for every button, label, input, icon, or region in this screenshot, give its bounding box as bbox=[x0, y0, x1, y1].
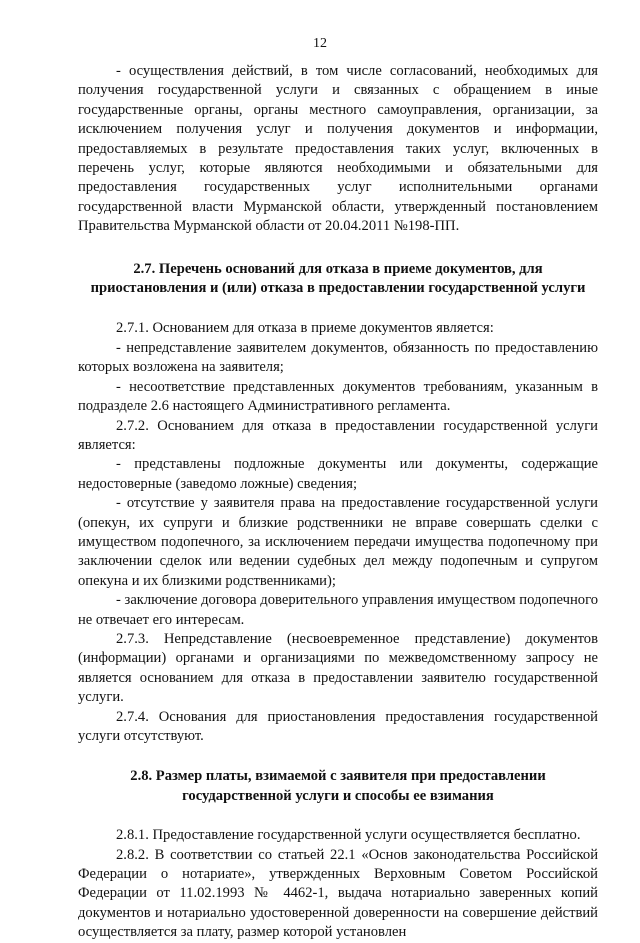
document-body bbox=[78, 62, 598, 943]
paragraph: 2.8.1. Предоставление государственной услуги осуществляется бесплатно. bbox=[116, 827, 581, 844]
paragraph: 2.8.2. В соответствии со статьей 22.1 «Основ законодательства Российской Федерации о нотариате», утвержденных Верховным Советом Российской Федерации от 11.02.1993 № 4462-1, выдача нотариально заверенных копий документов и нотариально удостоверенной доверенности на совершение действий осуществляется за плату, размер которой установлен bbox=[78, 846, 598, 941]
page-number: 12 bbox=[313, 36, 327, 51]
list-item: - отсутствие у заявителя права на предоставление государственной услуги (опекун, их супруги и близкие родственники не вправе совершать сделки с имуществом подопечного, за исключением передачи имущества подопечному при заключении сделок или ведении судебных дел между подопечным и супругом опекуна и их близкими родственниками); bbox=[78, 495, 598, 589]
section-heading-2-8 bbox=[78, 767, 598, 806]
paragraph: 2.7.2. Основанием для отказа в предоставлении государственной услуги является: bbox=[78, 417, 598, 453]
heading-line: 2.7. Перечень оснований для отказа в приеме документов, для bbox=[133, 260, 543, 277]
paragraph: 2.7.1. Основанием для отказа в приеме документов является: bbox=[116, 320, 494, 337]
heading-line: государственной услуги и способы ее взимания bbox=[182, 787, 494, 804]
heading-line: 2.8. Размер платы, взимаемой с заявителя при предоставлении bbox=[130, 768, 546, 785]
paragraph: - осуществления действий, в том числе согласований, необходимых для получения государственной услуги и связанных с обращением в иные государственные органы, органы местного самоуправления, организации, за исключением получения услуг и получения документов и информации, предоставляемых в результате предоставления таких услуг, включенных в перечень услуг, которые являются необходимыми и обязательными для предоставления государственных услуг исполнительными органами государственной власти Мурманской области, утвержденный постановлением Правительства Мурманской области от 20.04.2011 №198-ПП. bbox=[78, 63, 598, 235]
heading-line: приостановления и (или) отказа в предоставлении государственной услуги bbox=[90, 280, 586, 297]
paragraph: 2.7.3. Непредставление (несвоевременное представление) документов (информации) органами и организациями по межведомственному запросу не является основанием для отказа в предоставлении заявителю государственной услуги. bbox=[78, 630, 598, 706]
list-item: - заключение договора доверительного управления имуществом подопечного не отвечает его интересам. bbox=[78, 592, 598, 628]
list-item: - непредставление заявителем документов, обязанность по предоставлению которых возложена на заявителя; bbox=[78, 339, 598, 376]
list-item: - несоответствие представленных документов требованиям, указанным в подразделе 2.6 настоящего Административного регламента. bbox=[78, 378, 598, 415]
list-item: - представлены подложные документы или документы, содержащие недостоверные (заведомо ложные) сведения; bbox=[78, 456, 598, 492]
paragraph: 2.7.4. Основания для приостановления предоставления государственной услуги отсутствуют. bbox=[78, 708, 598, 744]
section-heading-2-7 bbox=[78, 260, 598, 299]
